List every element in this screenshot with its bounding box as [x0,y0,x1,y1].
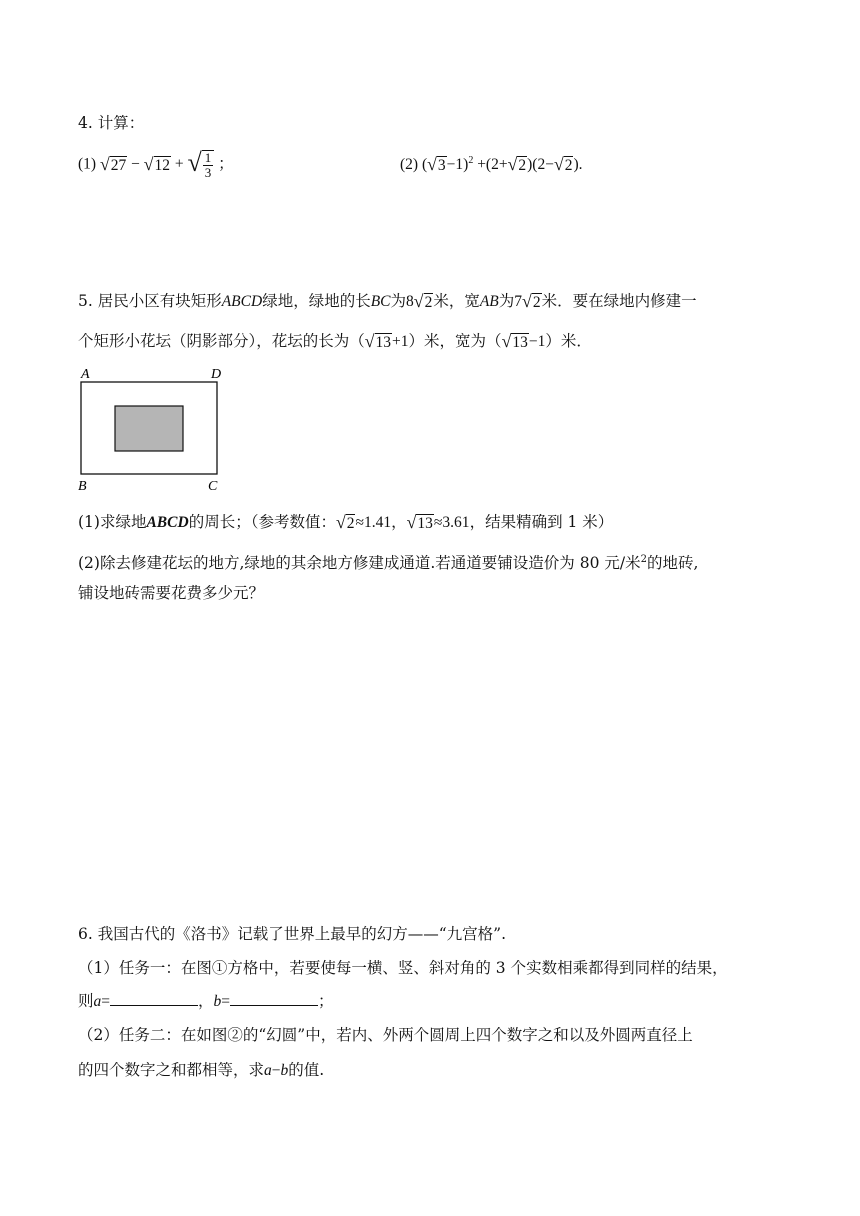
q6-task2-line1: （2）任务二：在如图②的“幻圆”中，若内、外两个圆周上四个数字之和以及外圆两直径上 [78,1026,693,1044]
label-b: B [78,479,87,494]
label-c: C [208,479,218,494]
sqrt-27: √ 27 [99,153,127,174]
q6-task1-line1: （1）任务一：在图①方格中，若要使每一横、竖、斜对角的 3 个实数相乘都得到同样的结果， [78,959,728,977]
label-a: A [81,367,90,382]
answer-blank-a[interactable] [110,991,198,1006]
q5-line2: 个矩形小花坛（阴影部分），花坛的长为（ √ 13 +1）米，宽为（ √ 13 −1）米． [78,331,592,352]
q4-part2: (2) ( √ 3 −1)$^2$ +(2+ √ 2 )(2− √ 2 ). [400,154,583,175]
q5-part1: (1)求绿地ABCD的周长；（参考数值： √ 2 ≈1.41， √ 13 ≈3.61，结果精确到 1 米） [78,512,614,533]
q6-task1-line2: 则a= ，b= ； [78,992,334,1010]
sqrt-one-third: √ $\frac{1}{3}$ [188,150,215,180]
flower-bed-rect [115,406,183,451]
q6-task2-line2: 的四个数字之和都相等，求a−b的值. [78,1061,325,1079]
q5-line1: 5. 居民小区有块矩形ABCD绿地，绿地的长BC为8 √ 2 米，宽AB为7 √ 2 米．要在绿地内修建一 [78,291,697,312]
q4-heading: 4. 计算： [78,114,145,132]
q4-part1: (1) √ 27 − √ 12 + √ $\frac{1}{3}$ ； [78,148,234,180]
rectangle-figure [74,366,234,496]
q5-part2-line2: 铺设地砖需要花费多少元？ [78,584,265,602]
label-d: D [211,367,222,382]
sqrt-12: √ 12 [143,153,171,174]
q6-line1: 6. 我国古代的《洛书》记载了世界上最早的幻方——“九宫格”. [78,925,506,943]
answer-blank-b[interactable] [230,991,318,1006]
q5-part2-line1: (2)除去修建花坛的地方,绿地的其余地方修建成通道.若通道要铺设造价为 80 元/米$^2$的地砖, [78,554,699,573]
